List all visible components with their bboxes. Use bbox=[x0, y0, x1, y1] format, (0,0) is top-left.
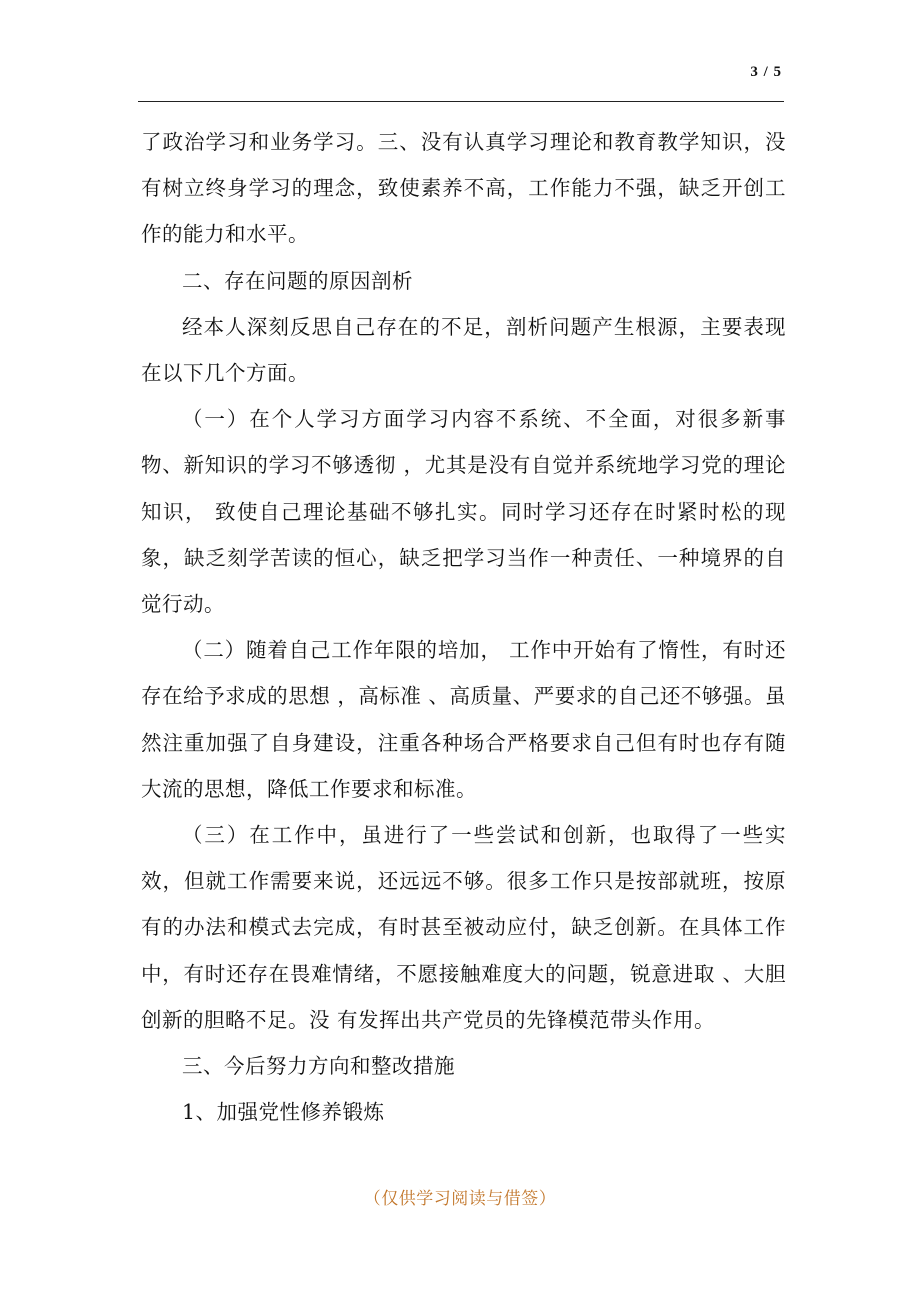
footer-note: （仅供学习阅读与借签） bbox=[363, 1189, 557, 1209]
paragraph-continuation: 了政治学习和业务学习。三、没有认真学习理论和教育教学知识，没有树立终身学习的理念，致使素养不高，工作能力不强，缺乏开创工作的能力和水平。 bbox=[141, 130, 786, 247]
subsection-heading-1: 1、加强党性修养锻炼 bbox=[182, 1100, 385, 1125]
page-number: 3 / 5 bbox=[750, 64, 782, 80]
paragraph-intro: 经本人深刻反思自己存在的不足，剖析问题产生根源，主要表现在以下几个方面。 bbox=[141, 314, 786, 386]
header-divider bbox=[138, 101, 784, 102]
section-heading-3: 三、今后努力方向和整改措施 bbox=[182, 1054, 455, 1079]
paragraph-item-1: （一）在个人学习方面学习内容不系统、不全面，对很多新事物、新知识的学习不够透彻 ，尤其是没有自觉并系统地学习党的理论知识， 致使自己理论基础不够扎实。同时学习还存在时紧时松的现象，缺乏刻学苦读的恒心，缺乏把学习当作一种责任、一种境界的自觉行动。 bbox=[141, 407, 786, 617]
paragraph-item-3: （三）在工作中，虽进行了一些尝试和创新，也取得了一些实效，但就工作需要来说，还远远不够。很多工作只是按部就班，按原有的办法和模式去完成，有时甚至被动应付，缺乏创新。在具体工作中，有时还存在畏难情绪，不愿接触难度大的问题，锐意进取 、大胆创新的胆略不足。没 有发挥出共产党员的先锋模范带头作用。 bbox=[141, 823, 786, 1032]
paragraph-item-2: （二）随着自己工作年限的培加， 工作中开始有了惰性，有时还存在给予求成的思想 ，高标准 、高质量、严要求的自己还不够强。虽然注重加强了自身建设，注重各种场合严格要求自己但有时也存有随大流的思想，降低工作要求和标准。 bbox=[141, 638, 786, 801]
document-body bbox=[141, 119, 786, 1135]
section-heading-2: 二、存在问题的原因剖析 bbox=[182, 268, 413, 293]
